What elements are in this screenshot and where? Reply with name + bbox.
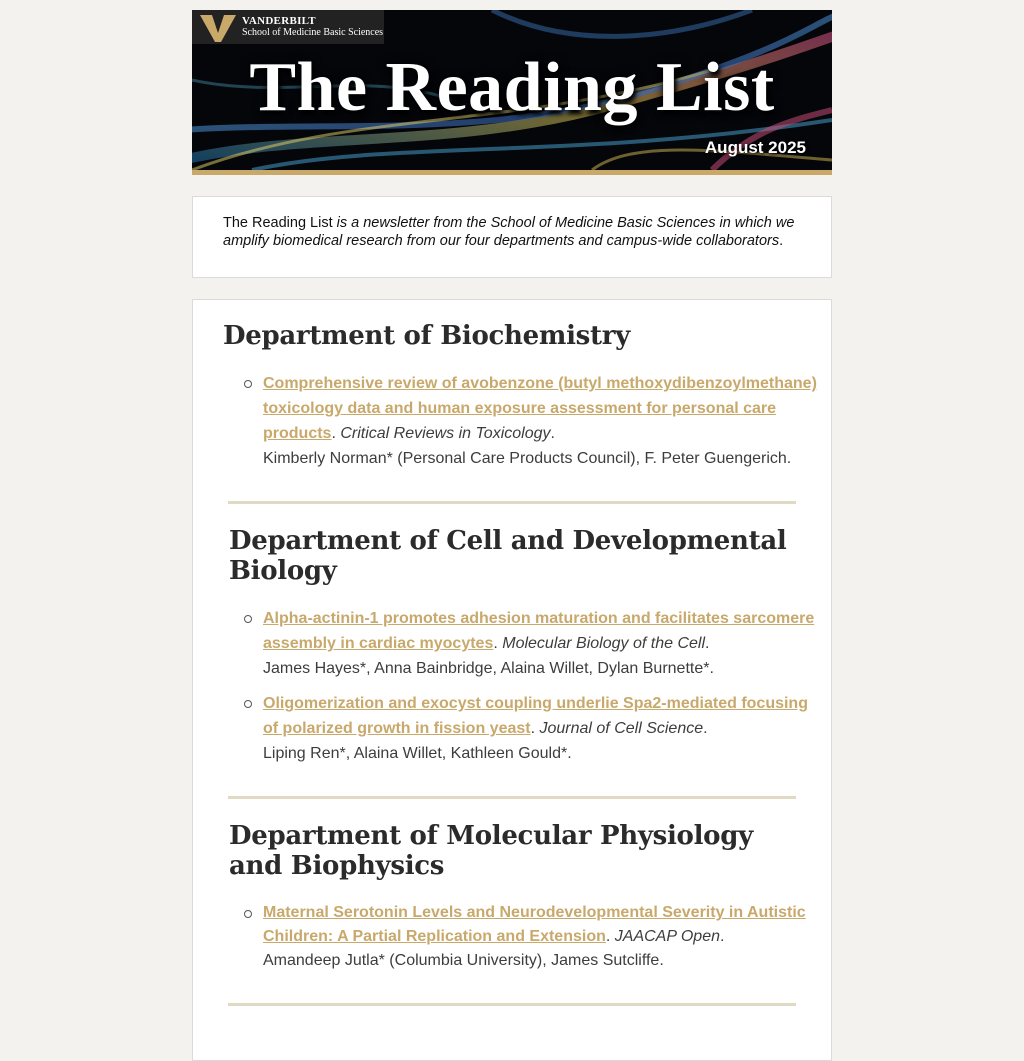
pub-title-link[interactable]: Maternal Serotonin Levels and Neurodevelopmental Severity in Autistic Children: A Partial Replication and Extension: [263, 904, 806, 945]
bullet-icon: [244, 380, 252, 388]
banner-gold-rule: [192, 170, 832, 175]
vanderbilt-logo[interactable]: [192, 10, 384, 44]
pub-item: Oligomerization and exocyst coupling underlie Spa2-mediated focusing of polarized growth in fission yeast. Journal of Cell Science. Liping Ren*, Alaina Willet, Kathleen Gould*.: [263, 691, 815, 766]
intro-box: [192, 196, 832, 278]
school-name: School of Medicine Basic Sciences: [242, 27, 384, 38]
section-divider: [228, 796, 796, 799]
section-divider: [228, 1003, 796, 1006]
pub-journal: Journal of Cell Science: [539, 720, 704, 737]
issue-date: August 2025: [704, 138, 806, 157]
pub-item: Alpha-actinin-1 promotes adhesion maturation and facilitates sarcomere assembly in cardiac myocytes. Molecular Biology of the Cell. James Hayes*, Anna Bainbridge, Alaina Willet, Dylan Burnette*.: [263, 606, 815, 681]
pub-title-link[interactable]: Alpha-actinin-1 promotes adhesion maturation and facilitates sarcomere assembly in cardiac myocytes: [263, 610, 815, 652]
bullet-icon: [244, 615, 252, 623]
pub-journal: Molecular Biology of the Cell: [502, 635, 706, 652]
pub-journal: Critical Reviews in Toxicology: [340, 425, 551, 442]
content-card: [192, 299, 832, 1061]
pub-title-link[interactable]: Oligomerization and exocyst coupling underlie Spa2-mediated focusing of polarized growth in fission yeast: [263, 695, 808, 737]
pub-list-mol-physiology: [263, 901, 815, 973]
pub-journal: JAACAP Open: [614, 928, 720, 945]
pub-list-cell-dev-bio: [263, 606, 815, 766]
pub-authors: Amandeep Jutla* (Columbia University), James Sutcliffe.: [263, 952, 664, 969]
vanderbilt-v-icon: [198, 13, 238, 43]
pub-list-biochemistry: [263, 371, 823, 471]
pub-authors: Liping Ren*, Alaina Willet, Kathleen Gould*.: [263, 745, 572, 762]
section-divider: [228, 501, 796, 504]
dept-heading-mol-physiology: Department of Molecular Physiology and Biophysics: [229, 821, 753, 881]
dept-heading-biochemistry: Department of Biochemistry: [223, 321, 630, 351]
header-banner: [192, 10, 832, 170]
newsletter-title: The Reading List: [249, 49, 775, 126]
dept-heading-cell-dev-bio: Department of Cell and Developmental Biology: [229, 526, 787, 586]
intro-newsletter-name: The Reading List: [223, 215, 333, 231]
intro-text: The Reading List is a newsletter from the School of Medicine Basic Sciences in which we amplify biomedical research from our four departments and campus-wide collaborators.: [223, 215, 795, 249]
pub-item: Maternal Serotonin Levels and Neurodevelopmental Severity in Autistic Children: A Partial Replication and Extension. JAACAP Open. Amandeep Jutla* (Columbia University), James Sutcliffe.: [263, 901, 815, 973]
pub-authors: Kimberly Norman* (Personal Care Products Council), F. Peter Guengerich.: [263, 450, 792, 467]
bullet-icon: [244, 910, 252, 918]
university-name: VANDERBILT: [242, 15, 316, 27]
pub-authors: James Hayes*, Anna Bainbridge, Alaina Willet, Dylan Burnette*.: [263, 660, 714, 677]
pub-title-link[interactable]: Comprehensive review of avobenzone (butyl methoxydibenzoylmethane) toxicology data and human exposure assessment for personal care products: [263, 375, 817, 442]
intro-description: is a newsletter from the School of Medicine Basic Sciences in which we amplify biomedical research from our four departments and campus-wide collaborators: [223, 215, 795, 249]
bullet-icon: [244, 700, 252, 708]
pub-item: Comprehensive review of avobenzone (butyl methoxydibenzoylmethane) toxicology data and human exposure assessment for personal care products. Critical Reviews in Toxicology. Kimberly Norman* (Personal Care Products Council), F. Peter Guengerich.: [263, 371, 823, 471]
